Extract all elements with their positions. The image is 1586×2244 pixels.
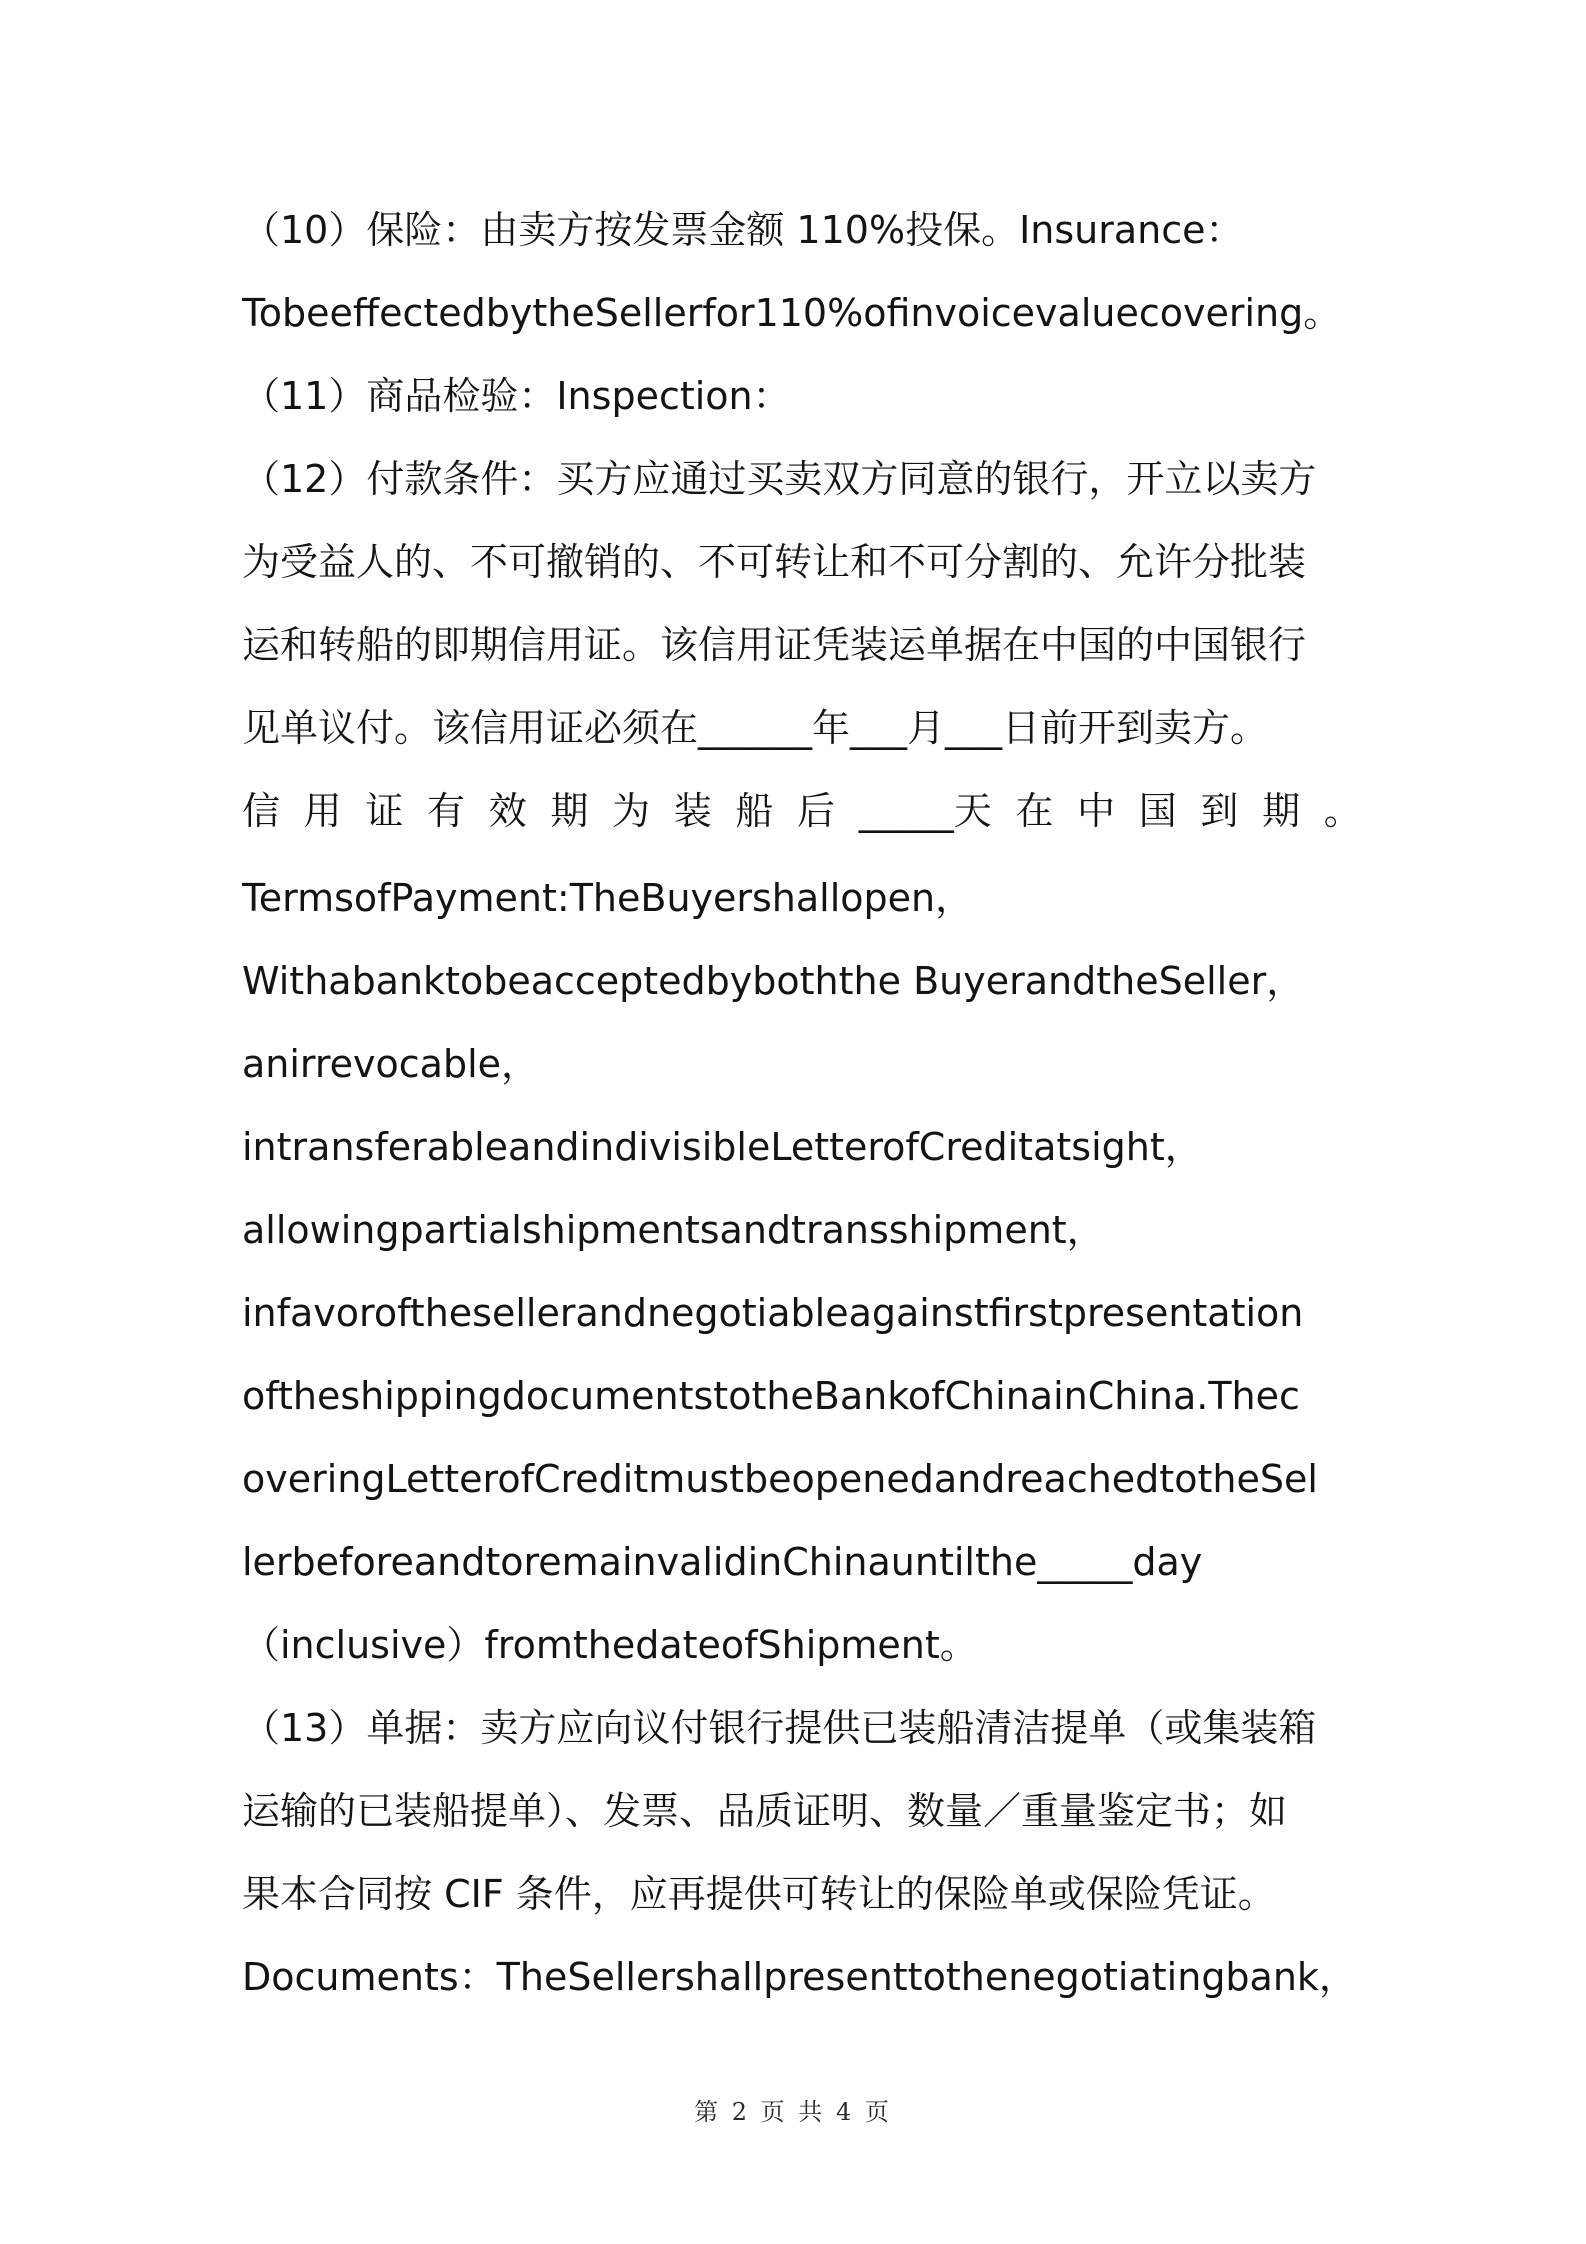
text-line: Documents：TheSellershallpresenttothenegotiatingbank， <box>242 1955 1357 1999</box>
spaced-char: 证 <box>365 789 404 833</box>
spaced-char: _____天 <box>858 789 992 833</box>
spaced-char: 为 <box>612 789 651 833</box>
spaced-char: 船 <box>735 789 774 833</box>
text-line: 见单议付。该信用证必须在______年___月___日前开到卖方。 <box>242 706 1269 750</box>
spaced-char: 期 <box>550 789 589 833</box>
text-line: 为受益人的、不可撤销的、不可转让和不可分割的、允许分批装 <box>242 540 1307 584</box>
spaced-char: 期 <box>1262 789 1301 833</box>
text-line: 果本合同按 CIF 条件，应再提供可转让的保险单或保险凭证。 <box>242 1872 1276 1916</box>
page-number-footer: 第 2 页 共 4 页 <box>694 2098 892 2126</box>
text-line: （10）保险：由卖方按发票金额 110%投保。Insurance： <box>242 208 1244 252</box>
spaced-text-line <box>242 783 1362 839</box>
spaced-char: 国 <box>1138 789 1177 833</box>
text-line: anirrevocable， <box>242 1042 540 1086</box>
spaced-char: 后 <box>797 789 836 833</box>
text-line: Withabanktobeacceptedbyboththe BuyerandtheSeller， <box>242 959 1305 1003</box>
text-line: infavorofthesellerandnegotiableagainstfirstpresentation <box>242 1291 1304 1335</box>
text-line: TobeeffectedbytheSellerfor110%ofinvoicevaluecovering。 <box>242 291 1342 335</box>
spaced-char: 信 <box>242 789 281 833</box>
spaced-char: 用 <box>303 789 342 833</box>
spaced-char: 中 <box>1077 789 1116 833</box>
text-line: （11）商品检验：Inspection： <box>242 374 791 418</box>
spaced-char: 有 <box>427 789 466 833</box>
text-line: lerbeforeandtoremainvalidinChinauntilthe_____day <box>242 1540 1203 1584</box>
text-line: （13）单据：卖方应向议付银行提供已装船清洁提单（或集装箱 <box>242 1706 1317 1750</box>
spaced-char: 在 <box>1015 789 1054 833</box>
spaced-char: 效 <box>488 789 527 833</box>
text-line: oftheshippingdocumentstotheBankofChinainChina.Thec <box>242 1374 1300 1418</box>
text-line: （12）付款条件：买方应通过买卖双方同意的银行，开立以卖方 <box>242 457 1317 501</box>
text-line: 运输的已装船提单）、发票、品质证明、数量／重量鉴定书；如 <box>242 1789 1288 1833</box>
text-line: TermsofPayment:TheBuyershallopen， <box>242 876 974 920</box>
text-line: 运和转船的即期信用证。该信用证凭装运单据在中国的中国银行 <box>242 623 1307 667</box>
spaced-char: 到 <box>1200 789 1239 833</box>
spaced-char: 。 <box>1323 789 1362 833</box>
spaced-char: 装 <box>673 789 712 833</box>
text-line: intransferableandindivisibleLetterofCreditatsight， <box>242 1125 1203 1169</box>
text-line: allowingpartialshipmentsandtransshipment， <box>242 1208 1105 1252</box>
text-line: overingLetterofCreditmustbeopenedandreachedtotheSel <box>242 1457 1318 1501</box>
text-line: （inclusive）fromthedateofShipment。 <box>242 1623 978 1667</box>
